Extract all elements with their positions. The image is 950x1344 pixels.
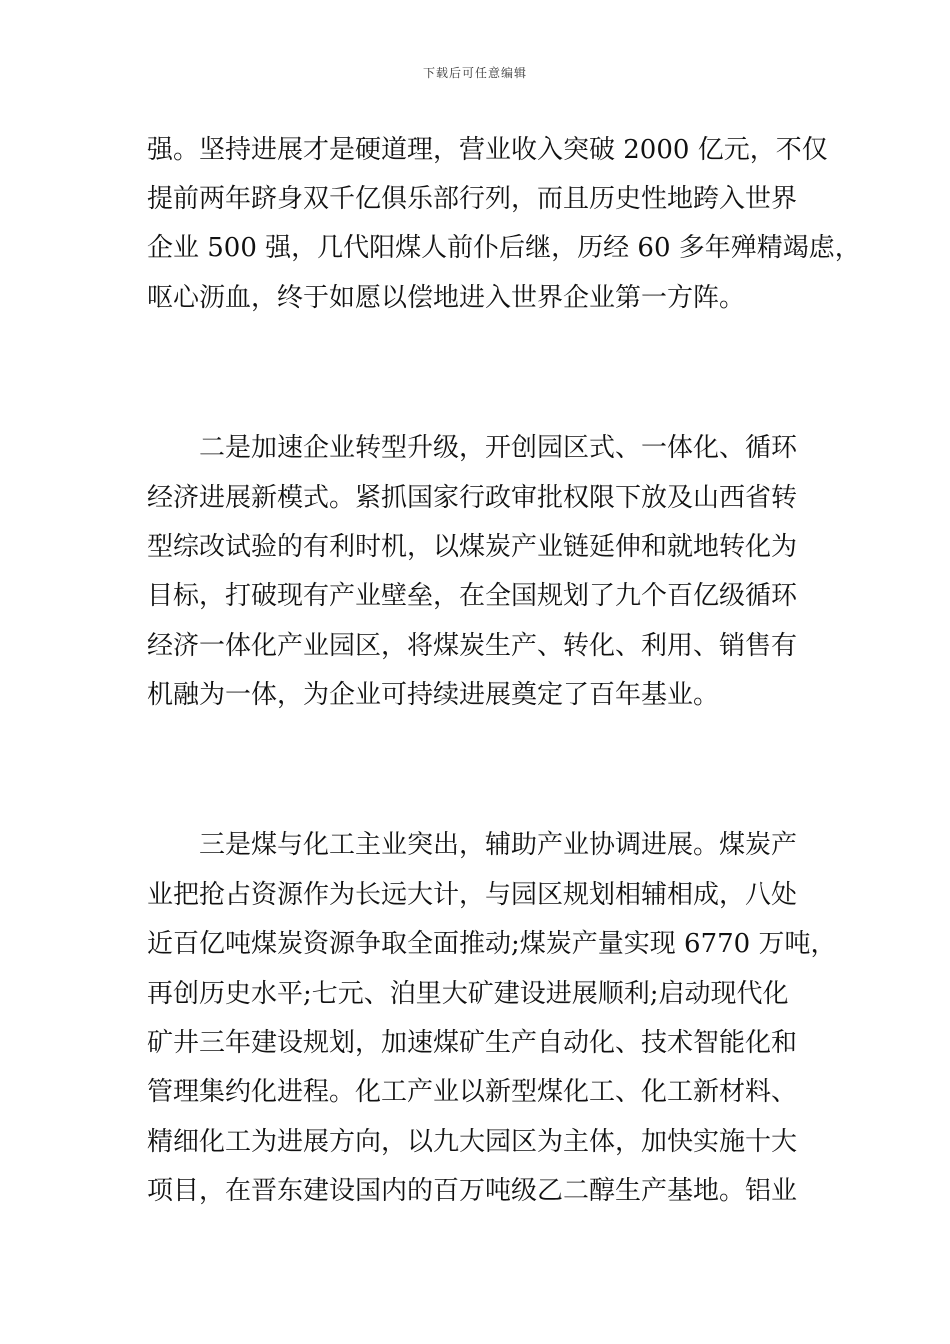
paragraph-line: 管理集约化进程。化工产业以新型煤化工、化工新材料、 [147, 1077, 798, 1107]
paragraph-line: 机融为一体，为企业可持续进展奠定了百年基业。 [147, 680, 720, 710]
paragraph-line: 二是加速企业转型升级，开创园区式、一体化、循环 [199, 433, 798, 463]
paragraph-line: 经济进展新模式。紧抓国家行政审批权限下放及山西省转 [147, 483, 798, 513]
paragraph-line: 业把抢占资源作为长远大计，与园区规划相辅相成，八处 [147, 880, 798, 910]
paragraph-line: 再创历史水平;七元、泊里大矿建设进展顺利;启动现代化 [147, 979, 789, 1009]
paragraph-line: 型综改试验的有利时机，以煤炭产业链延伸和就地转化为 [147, 532, 798, 562]
paragraph-line: 矿井三年建设规划，加速煤矿生产自动化、技术智能化和 [147, 1028, 798, 1058]
paragraph-line: 三是煤与化工主业突出，辅助产业协调进展。煤炭产 [199, 830, 798, 860]
paragraph-line: 强。坚持进展才是硬道理，营业收入突破 2000 亿元，不仅 [147, 135, 828, 165]
paragraph-line: 精细化工为进展方向，以九大园区为主体，加快实施十大 [147, 1127, 798, 1157]
paragraph-line: 提前两年跻身双千亿俱乐部行列，而且历史性地跨入世界 [147, 184, 798, 214]
paragraph-line: 项目，在晋东建设国内的百万吨级乙二醇生产基地。铝业 [147, 1176, 798, 1206]
paragraph-line: 经济一体化产业园区，将煤炭生产、转化、利用、销售有 [147, 631, 798, 661]
paragraph-line: 呕心沥血，终于如愿以偿地进入世界企业第一方阵。 [147, 283, 746, 313]
page-header: 下载后可任意编辑 [422, 66, 527, 80]
paragraph-line: 企业 500 强，几代阳煤人前仆后继，历经 60 多年殚精竭虑， [147, 233, 861, 263]
paragraph-line: 近百亿吨煤炭资源争取全面推动;煤炭产量实现 6770 万吨， [147, 929, 837, 959]
paragraph-line: 目标，打破现有产业壁垒，在全国规划了九个百亿级循环 [147, 581, 798, 611]
